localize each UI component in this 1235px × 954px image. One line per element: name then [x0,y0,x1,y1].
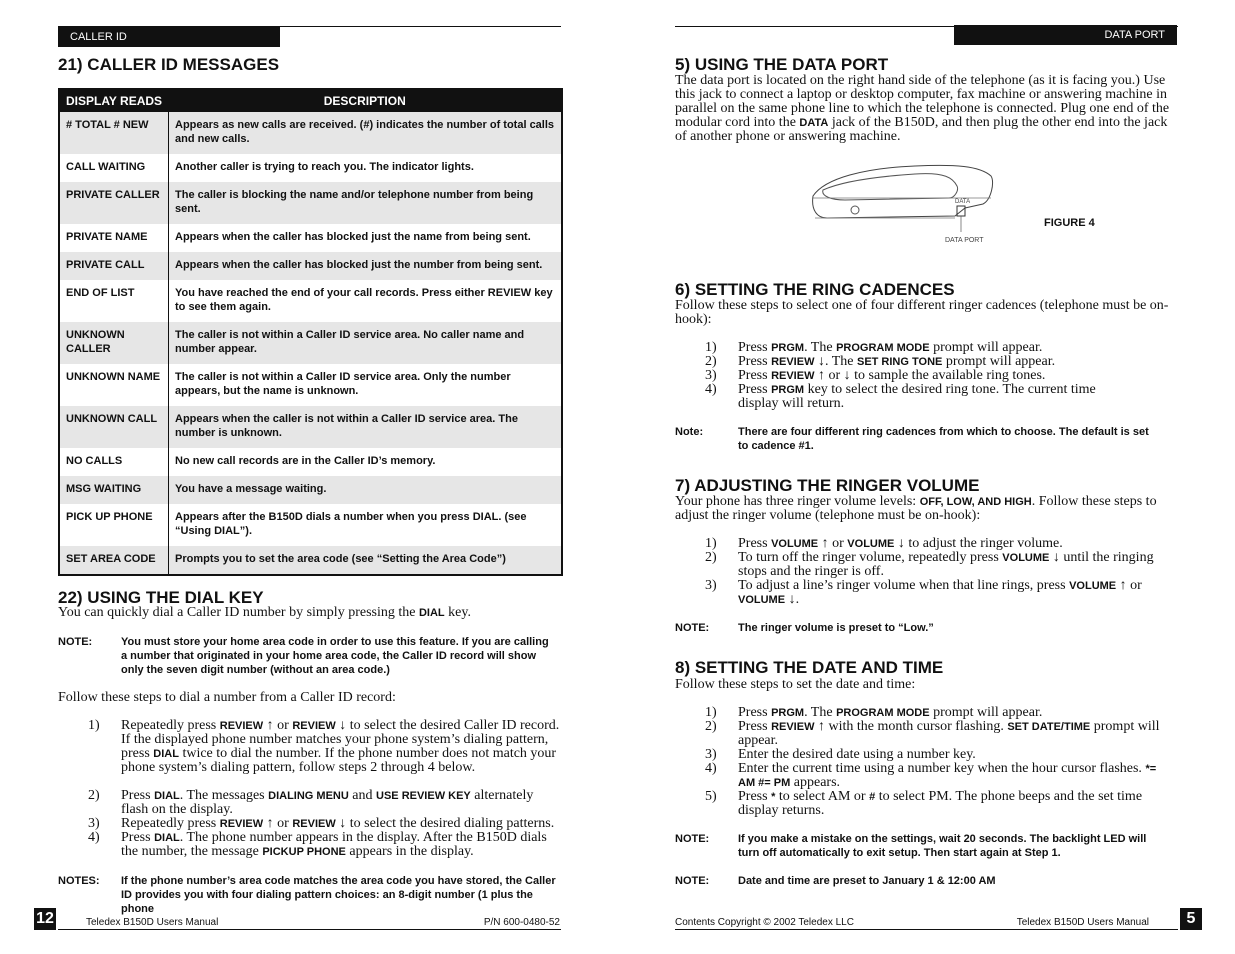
description-cell: Appears when the caller has blocked just the number from being sent. [169,252,563,280]
table-row [59,364,562,406]
arrow-up-icon: ↑ [263,718,274,733]
display-reads-cell: PRIVATE CALL [59,252,169,280]
table-row [59,280,562,322]
display-reads-cell: # TOTAL # NEW [59,112,169,154]
display-reads-cell: CALL WAITING [59,154,169,182]
date-time-note-1 [675,832,1170,862]
section-5-title: 5) USING THE DATA PORT [675,55,889,74]
section-header-tab-right [954,25,1177,45]
section-6-title: 6) SETTING THE RING CADENCES [675,280,955,299]
notes-text: If the phone number’s area code matches the area code you have stored, the Caller ID provides you with four dialing pattern choices: an 8-digit number (1 plus the phone [121,875,556,915]
arrow-up-icon: ↑ [814,719,825,734]
data-jack-label: DATA [955,199,971,205]
table-row [59,224,562,252]
table-row [59,252,562,280]
list-item: 4) Press DIAL. The phone number appears in the display. After the B150D dials the number, the message PICKUP PHONE appears in the display. [88,830,547,859]
description-cell: The caller is not within a Caller ID service area. No caller name and number appear. [169,322,563,364]
table-row [59,546,562,575]
section-7-title: 7) ADJUSTING THE RINGER VOLUME [675,476,980,495]
arrow-up-icon: ↑ [263,816,274,831]
table-row [59,406,562,448]
arrow-down-icon: ↓ [843,368,851,383]
list-item: 1) Press PRGM. The PROGRAM MODE prompt will appear. [705,340,1043,355]
table-row [59,322,562,364]
column-header-display: DISPLAY READS [59,89,169,112]
section-7-intro: Your phone has three ringer volume levels: OFF, LOW, AND HIGH. Follow these steps to adjust the ringer volume (telephone must be on-hook): [675,494,1157,523]
description-cell: No new call records are in the Caller ID’s memory. [175,455,436,467]
list-item: 1) Press VOLUME ↑ or VOLUME ↓ to adjust the ringer volume. [705,536,1063,551]
ringer-volume-note [675,621,1170,637]
note-text: The ringer volume is preset to “Low.” [738,622,934,634]
note-label: NOTE: [675,622,710,634]
display-reads-cell: PICK UP PHONE [59,504,169,546]
arrow-down-icon: ↓ [335,718,347,733]
section-8-title: 8) SETTING THE DATE AND TIME [675,658,944,677]
description-cell: You have reached the end of your call records. Press either REVIEW key to see them again. [175,287,553,313]
description-cell: Another caller is trying to reach you. The indicator lights. [175,161,474,173]
dial-steps-list [88,719,563,859]
data-port-caption: DATA PORT [945,237,984,244]
display-reads-cell: UNKNOWN CALLER [59,322,169,364]
list-item: 2) Press REVIEW ↓. The SET RING TONE prompt will appear. [705,354,1056,369]
note-text: If you make a mistake on the settings, wait 20 seconds. The backlight LED will turn off automatically to exit setup. Then start again at Step 1. [738,833,1147,859]
figure-label: FIGURE 4 [1044,217,1095,229]
caller-id-messages-table [58,88,563,576]
display-reads-cell: MSG WAITING [59,476,169,504]
ringer-volume-steps [705,537,1165,607]
section-header-label: DATA PORT [1104,29,1165,41]
description-cell: Appears when the caller is not within a Caller ID service area. The number is unknown. [169,406,563,448]
arrow-up-icon: ↑ [818,536,829,551]
page-number-left: 12 [34,908,56,930]
note-text: Date and time are preset to January 1 & 12:00 AM [738,875,996,887]
description-cell: Prompts you to set the area code (see “Setting the Area Code”) [169,546,563,575]
ring-cadence-note [675,425,1170,455]
data-port-figure [805,160,1000,252]
section-header-tab [58,27,280,47]
table-row [59,476,562,504]
footer-left-title: Teledex B150D Users Manual [86,917,219,928]
list-item: 3) To adjust a line’s ringer volume when that line rings, press VOLUME ↑ or VOLUME ↓. [705,578,1142,607]
arrow-down-icon: ↓ [894,536,905,551]
list-item: 3) Press REVIEW ↑ or ↓ to sample the available ring tones. [705,368,1046,383]
list-item: 3) Repeatedly press REVIEW ↑ or REVIEW ↓ to select the desired dialing patterns. [88,816,555,831]
date-time-note-2 [675,874,1170,890]
section-22-intro: You can quickly dial a Caller ID number by simply pressing the DIAL key. [58,605,471,620]
display-reads-cell: NO CALLS [59,448,169,476]
list-item: 1) Press PRGM. The PROGRAM MODE prompt will appear. [705,705,1043,720]
description-cell: The caller is blocking the name and/or telephone number from being sent. [169,182,563,224]
section-8-intro: Follow these steps to set the date and time: [675,677,916,692]
arrow-down-icon: ↓ [785,592,796,607]
description-cell: Appears as new calls are received. (#) indicates the number of total calls and new calls. [169,112,563,154]
list-item: 5) Press * to select AM or # to select PM. The phone beeps and the set time display returns. [705,789,1143,818]
footer-rule-left [58,929,561,930]
display-reads-cell: UNKNOWN NAME [59,364,169,406]
note-label: NOTE: [675,875,710,887]
arrow-down-icon: ↓ [335,816,347,831]
section-header-label: CALLER ID [70,31,127,43]
section-6-intro: Follow these steps to select one of four different ringer cadences (telephone must be on-hook): [675,298,1169,327]
description-cell: Appears when the caller has blocked just the name from being sent. [175,231,531,243]
description-cell: Appears after the B150D dials a number when you press DIAL. (see “Using DIAL”). [175,511,527,537]
display-reads-cell: PRIVATE CALLER [59,182,169,224]
list-item: 2) Press REVIEW ↑ with the month cursor flashing. SET DATE/TIME prompt will appear. [705,719,1160,748]
footer-right-title: Teledex B150D Users Manual [1016,917,1149,928]
dial-follow-text: Follow these steps to dial a number from a Caller ID record: [58,690,396,705]
section-21-title: 21) CALLER ID MESSAGES [58,55,280,74]
table-row [59,154,562,182]
display-reads-cell: UNKNOWN CALL [59,406,169,448]
description-cell: You have a message waiting. [169,476,563,504]
display-reads-cell: END OF LIST [59,280,169,322]
description-cell: The caller is not within a Caller ID service area. Only the number appears, but the name is unknown. [175,371,511,397]
phone-body-outline [813,165,993,218]
list-item: 4) Enter the current time using a number key when the hour cursor flashes. *= AM #= PM appears. [705,761,1157,790]
dial-note [58,635,563,679]
dial-notes [58,874,563,915]
section-22-title: 22) USING THE DIAL KEY [58,588,264,607]
note-label: NOTE: [675,833,710,845]
arrow-down-icon: ↓ [1049,550,1060,565]
footer-left-part-number: P/N 600-0480-52 [483,917,560,928]
list-item: 1) Repeatedly press REVIEW ↑ or REVIEW ↓ to select the desired Caller ID record. If the displayed phone number matches your phone system’s dialing pattern, press DIAL twice to dial the number. If the phone number does not match your phone system’s dialing pattern, follow steps 2 through 4 below. [88,718,560,775]
table-row [59,112,562,154]
table-header-row [59,89,562,112]
list-item: 2) Press DIAL. The messages DIALING MENU and USE REVIEW KEY alternately flash on the display. [88,788,534,817]
display-reads-cell: PRIVATE NAME [59,224,169,252]
note-text: You must store your home area code in order to use this feature. If you are calling a number that originated in your home area code, the Caller ID record will show only the seven digit number (without an area code.) [121,636,549,676]
arrow-down-icon: ↓ [814,354,825,369]
notes-label: NOTES: [58,875,100,887]
table-row [59,448,562,476]
ring-cadence-steps [705,341,1115,411]
list-item: 4) Press PRGM key to select the desired ring tone. The current time display will return. [705,382,1096,411]
list-item: 3) Enter the desired date using a number key. [705,747,976,762]
list-item: 2) To turn off the ringer volume, repeatedly press VOLUME ↓ until the ringing stops and the ringer is off. [705,550,1154,579]
note-label: NOTE: [58,636,93,648]
footer-rule-right [675,929,1178,930]
date-time-steps [705,706,1170,818]
column-header-description: DESCRIPTION [169,89,563,112]
arrow-up-icon: ↑ [1116,578,1127,593]
dial-knob-icon [851,206,859,214]
footer-right-copyright: Contents Copyright © 2002 Teledex LLC [675,917,854,928]
display-reads-cell: SET AREA CODE [59,546,169,575]
page-number-right: 5 [1180,908,1202,930]
note-text: There are four different ring cadences from which to choose. The default is set to cadence #1. [738,426,1149,452]
table-row [59,504,562,546]
section-5-body: The data port is located on the right hand side of the telephone (as it is facing you.) Use this jack to connect a laptop or desktop computer, fax machine or answering machine in parallel on the same phone line to which the telephone is connected. Plug one end of the modular cord into the DATA jack of the B150D, and then plug the other end into the jack of another phone or answering machine. [675,73,1170,144]
note-label: Note: [675,426,704,438]
table-row [59,182,562,224]
arrow-up-icon: ↑ [814,368,825,383]
